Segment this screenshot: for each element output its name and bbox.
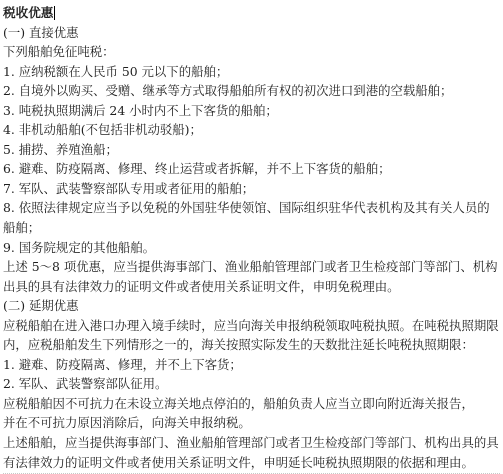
subsection-heading-direct: (一) 直接优惠 [3,24,79,40]
paragraph-line: 内，应税船舶发生下列情形之一的，海关按照实际发生的天数批注延长吨税执照期限： [3,337,474,353]
text-cursor [54,6,55,20]
subsection-heading-deferred: (二) 延期优惠 [3,298,79,314]
section-title-text: 税收优惠 [3,5,54,20]
paragraph-line: 出具的具有法律效力的证明文件或者使用关系证明文件，申明免税理由。 [3,278,400,294]
paragraph-line: 并在不可抗力原因消除后，向海关申报纳税。 [3,415,251,431]
list-item: 1. 避难、防疫隔离、修理，并不上下客货； [3,356,242,372]
paragraph-line: 应税船舶在进入港口办理入境手续时，应当向海关申报纳税领取吨税执照。在吨税执照期限 [3,317,499,333]
list-item: 2. 自境外以购买、受赠、继承等方式取得船舶所有权的初次进口到港的空载船舶； [3,83,453,99]
list-item: 6. 避难、防疫隔离、修理、终止运营或者拆解，并不上下客货的船舶； [3,161,391,177]
paragraph-line: 应税船舶因不可抗力在未设立海关地点停泊的，船舶负责人应当立即向附近海关报告， [3,395,474,411]
list-item: 1. 应纳税额在人民币 50 元以下的船舶； [3,63,229,79]
section-title [3,3,503,23]
paragraph-line: 上述船舶，应当提供海事部门、渔业船舶管理部门或者卫生检疫部门等部门、机构出具的具 [3,435,499,451]
list-item: 8. 依照法律规定应当予以免税的外国驻华使领馆、国际组织驻华代表机构及其有关人员的 [3,200,490,216]
list-item-continuation: 船舶； [3,220,41,236]
list-item: 3. 吨税执照期满后 24 小时内不上下客货的船舶； [3,102,278,118]
list-item: 2. 军队、武装警察部队征用。 [3,376,168,392]
paragraph-line: 下列船舶免征吨税： [3,44,115,60]
list-item: 7. 军队、武装警察部队专用或者征用的船舶； [3,180,255,196]
list-item: 5. 捕捞、养殖渔船； [3,141,118,157]
list-item: 9. 国务院规定的其他船舶。 [3,239,156,255]
paragraph-line: 有法律效力的证明文件或者使用关系证明文件，申明延长吨税执照期限的依据和理由。 [3,454,474,470]
paragraph-line: 上述 5～8 项优惠，应当提供海事部门、渔业船舶管理部门或者卫生检疫部门等部门、机构 [3,259,498,275]
list-item: 4. 非机动船舶(不包括非机动驳船)； [3,122,202,138]
